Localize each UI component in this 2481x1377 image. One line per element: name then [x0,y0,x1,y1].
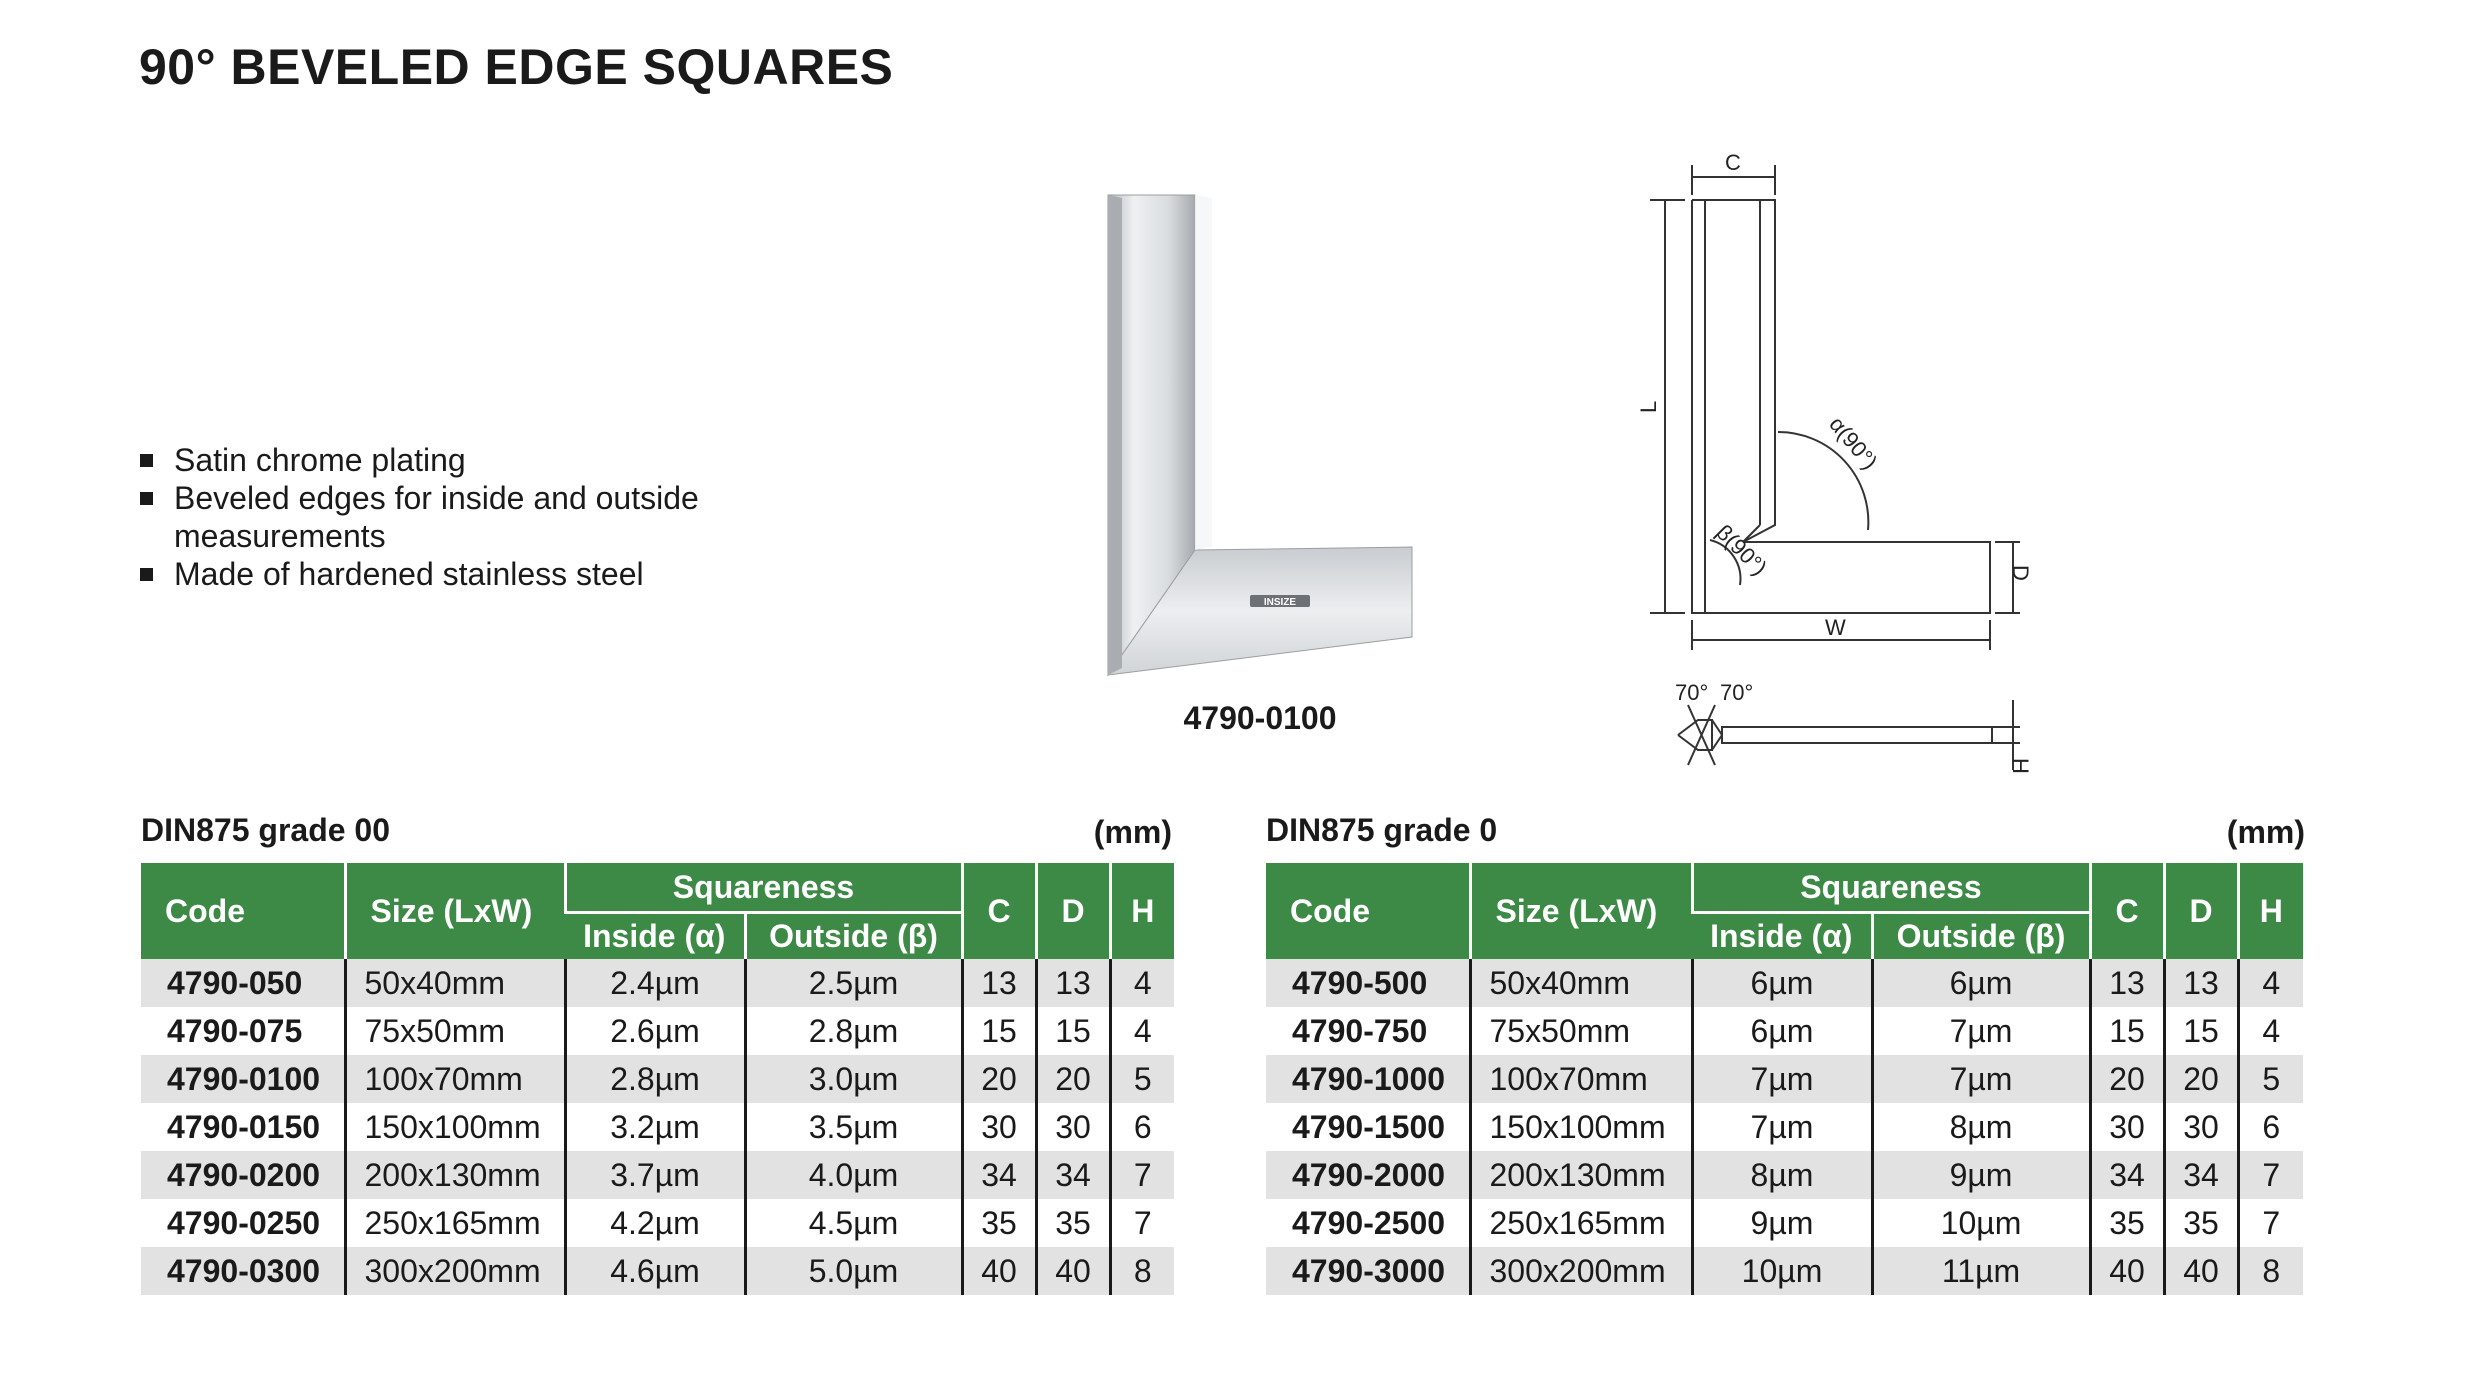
cell-code: 4790-750 [1266,1007,1470,1055]
page-title: 90° BEVELED EDGE SQUARES [139,39,894,95]
col-header-outside: Outside (β) [1872,913,2090,960]
cell-size: 75x50mm [345,1007,565,1055]
unit-label: (mm) [1093,814,1172,850]
table-row [1266,1247,2303,1295]
cell-outside: 9µm [1872,1151,2090,1199]
table-row [141,1199,1174,1247]
cell-outside: 11µm [1872,1247,2090,1295]
cell-code: 4790-500 [1266,959,1470,1007]
cell-d: 20 [2164,1055,2238,1103]
cell-d: 13 [1036,959,1110,1007]
feature-list [140,441,760,593]
cell-h: 7 [2238,1151,2303,1199]
cell-size: 50x40mm [345,959,565,1007]
col-header-outside: Outside (β) [745,913,962,960]
col-header-code: Code [141,863,345,959]
table-row [1266,1007,2303,1055]
cell-inside: 4.2µm [565,1199,745,1247]
feature-item [140,479,760,555]
table-header-grade-0 [1266,812,2305,852]
dim-label-w: W [1825,615,1846,640]
cell-code: 4790-050 [141,959,345,1007]
col-header-c: C [2090,863,2164,959]
cell-h: 6 [2238,1103,2303,1151]
cell-code: 4790-2500 [1266,1199,1470,1247]
table-row [141,1103,1174,1151]
cell-h: 8 [1110,1247,1174,1295]
cell-c: 35 [2090,1199,2164,1247]
spec-table-grade-0 [1266,863,2303,1295]
cell-h: 4 [2238,1007,2303,1055]
cell-size: 300x200mm [1470,1247,1692,1295]
col-header-d: D [1036,863,1110,959]
brand-logo: INSIZE [1263,597,1297,608]
cell-size: 100x70mm [1470,1055,1692,1103]
cell-c: 13 [962,959,1036,1007]
cell-c: 20 [2090,1055,2164,1103]
grade-label: DIN875 grade 0 [1266,812,1498,848]
angle-label-right: 70° [1720,680,1754,705]
dim-label-l: L [1636,400,1661,413]
cell-code: 4790-0150 [141,1103,345,1151]
table-row [141,959,1174,1007]
cell-outside: 10µm [1872,1199,2090,1247]
cell-inside: 2.6µm [565,1007,745,1055]
cell-outside: 2.8µm [745,1007,962,1055]
cell-d: 30 [1036,1103,1110,1151]
cell-d: 35 [2164,1199,2238,1247]
table-row [141,1247,1174,1295]
cell-h: 7 [1110,1199,1174,1247]
col-header-code: Code [1266,863,1470,959]
cell-outside: 7µm [1872,1007,2090,1055]
cell-h: 7 [1110,1151,1174,1199]
grade-label: DIN875 grade 00 [141,812,391,848]
cell-outside: 3.0µm [745,1055,962,1103]
cell-inside: 7µm [1692,1103,1872,1151]
cell-c: 30 [962,1103,1036,1151]
cell-size: 250x165mm [345,1199,565,1247]
col-header-c: C [962,863,1036,959]
cell-d: 40 [1036,1247,1110,1295]
bullet-square-icon [140,492,153,505]
cell-h: 5 [1110,1055,1174,1103]
table-row [1266,1055,2303,1103]
cell-inside: 2.4µm [565,959,745,1007]
col-header-inside: Inside (α) [1692,913,1872,960]
col-header-h: H [2238,863,2303,959]
cell-inside: 6µm [1692,1007,1872,1055]
cell-outside: 4.0µm [745,1151,962,1199]
cell-size: 100x70mm [345,1055,565,1103]
technical-diagram [1620,145,2050,795]
table-row [1266,959,2303,1007]
col-header-h: H [1110,863,1174,959]
cell-d: 34 [2164,1151,2238,1199]
col-header-size: Size (LxW) [1470,863,1692,959]
table-header-grade-00 [141,812,1172,852]
cell-h: 4 [1110,1007,1174,1055]
dim-label-h: H [2008,758,2033,774]
cell-code: 4790-1500 [1266,1103,1470,1151]
table-row [141,1055,1174,1103]
cell-inside: 4.6µm [565,1247,745,1295]
cell-c: 40 [2090,1247,2164,1295]
cell-d: 15 [1036,1007,1110,1055]
cell-h: 8 [2238,1247,2303,1295]
col-header-inside: Inside (α) [565,913,745,960]
cell-inside: 7µm [1692,1055,1872,1103]
cell-d: 40 [2164,1247,2238,1295]
feature-text: Beveled edges for inside and outside measurements [174,480,699,554]
cell-c: 15 [2090,1007,2164,1055]
cell-inside: 3.2µm [565,1103,745,1151]
cell-size: 150x100mm [345,1103,565,1151]
spec-table-grade-00 [141,863,1174,1295]
cell-size: 250x165mm [1470,1199,1692,1247]
cell-h: 4 [2238,959,2303,1007]
cell-outside: 3.5µm [745,1103,962,1151]
cell-inside: 8µm [1692,1151,1872,1199]
cell-code: 4790-0300 [141,1247,345,1295]
cell-size: 300x200mm [345,1247,565,1295]
cell-d: 15 [2164,1007,2238,1055]
cell-outside: 8µm [1872,1103,2090,1151]
table-row [1266,1151,2303,1199]
feature-item [140,441,760,479]
cell-code: 4790-1000 [1266,1055,1470,1103]
cell-code: 4790-0200 [141,1151,345,1199]
cell-code: 4790-0100 [141,1055,345,1103]
dim-label-c: C [1725,150,1741,175]
cell-outside: 4.5µm [745,1199,962,1247]
cell-c: 34 [962,1151,1036,1199]
col-header-squareness: Squareness [1692,863,2090,913]
bullet-square-icon [140,568,153,581]
cell-inside: 2.8µm [565,1055,745,1103]
cell-inside: 3.7µm [565,1151,745,1199]
cell-code: 4790-2000 [1266,1151,1470,1199]
cell-outside: 6µm [1872,959,2090,1007]
cell-d: 30 [2164,1103,2238,1151]
col-header-squareness: Squareness [565,863,962,913]
feature-text: Satin chrome plating [174,442,466,478]
cell-d: 35 [1036,1199,1110,1247]
cell-code: 4790-3000 [1266,1247,1470,1295]
dim-label-d: D [2008,565,2033,581]
cell-size: 150x100mm [1470,1103,1692,1151]
col-header-d: D [2164,863,2238,959]
angle-label-alpha: α(90°) [1824,411,1883,475]
cell-size: 200x130mm [345,1151,565,1199]
cell-inside: 6µm [1692,959,1872,1007]
cell-h: 7 [2238,1199,2303,1247]
cell-size: 75x50mm [1470,1007,1692,1055]
product-photo [1100,190,1430,680]
feature-text: Made of hardened stainless steel [174,556,644,592]
cell-code: 4790-075 [141,1007,345,1055]
cell-c: 15 [962,1007,1036,1055]
cell-outside: 2.5µm [745,959,962,1007]
photo-caption: 4790-0100 [1183,700,1337,736]
cell-size: 200x130mm [1470,1151,1692,1199]
cell-c: 35 [962,1199,1036,1247]
feature-item [140,555,760,593]
cell-c: 40 [962,1247,1036,1295]
table-row [141,1007,1174,1055]
table-row [141,1151,1174,1199]
cell-h: 4 [1110,959,1174,1007]
cell-c: 34 [2090,1151,2164,1199]
cell-c: 30 [2090,1103,2164,1151]
cell-outside: 5.0µm [745,1247,962,1295]
cell-h: 6 [1110,1103,1174,1151]
angle-label-left: 70° [1675,680,1709,705]
cell-outside: 7µm [1872,1055,2090,1103]
angle-label-beta: β(90°) [1711,519,1772,581]
cell-code: 4790-0250 [141,1199,345,1247]
bullet-square-icon [140,454,153,467]
cell-d: 13 [2164,959,2238,1007]
cell-c: 13 [2090,959,2164,1007]
cell-c: 20 [962,1055,1036,1103]
unit-label: (mm) [2226,814,2305,850]
cell-inside: 10µm [1692,1247,1872,1295]
cell-size: 50x40mm [1470,959,1692,1007]
cell-d: 20 [1036,1055,1110,1103]
table-row [1266,1103,2303,1151]
cell-inside: 9µm [1692,1199,1872,1247]
col-header-size: Size (LxW) [345,863,565,959]
cell-d: 34 [1036,1151,1110,1199]
table-row [1266,1199,2303,1247]
cell-h: 5 [2238,1055,2303,1103]
